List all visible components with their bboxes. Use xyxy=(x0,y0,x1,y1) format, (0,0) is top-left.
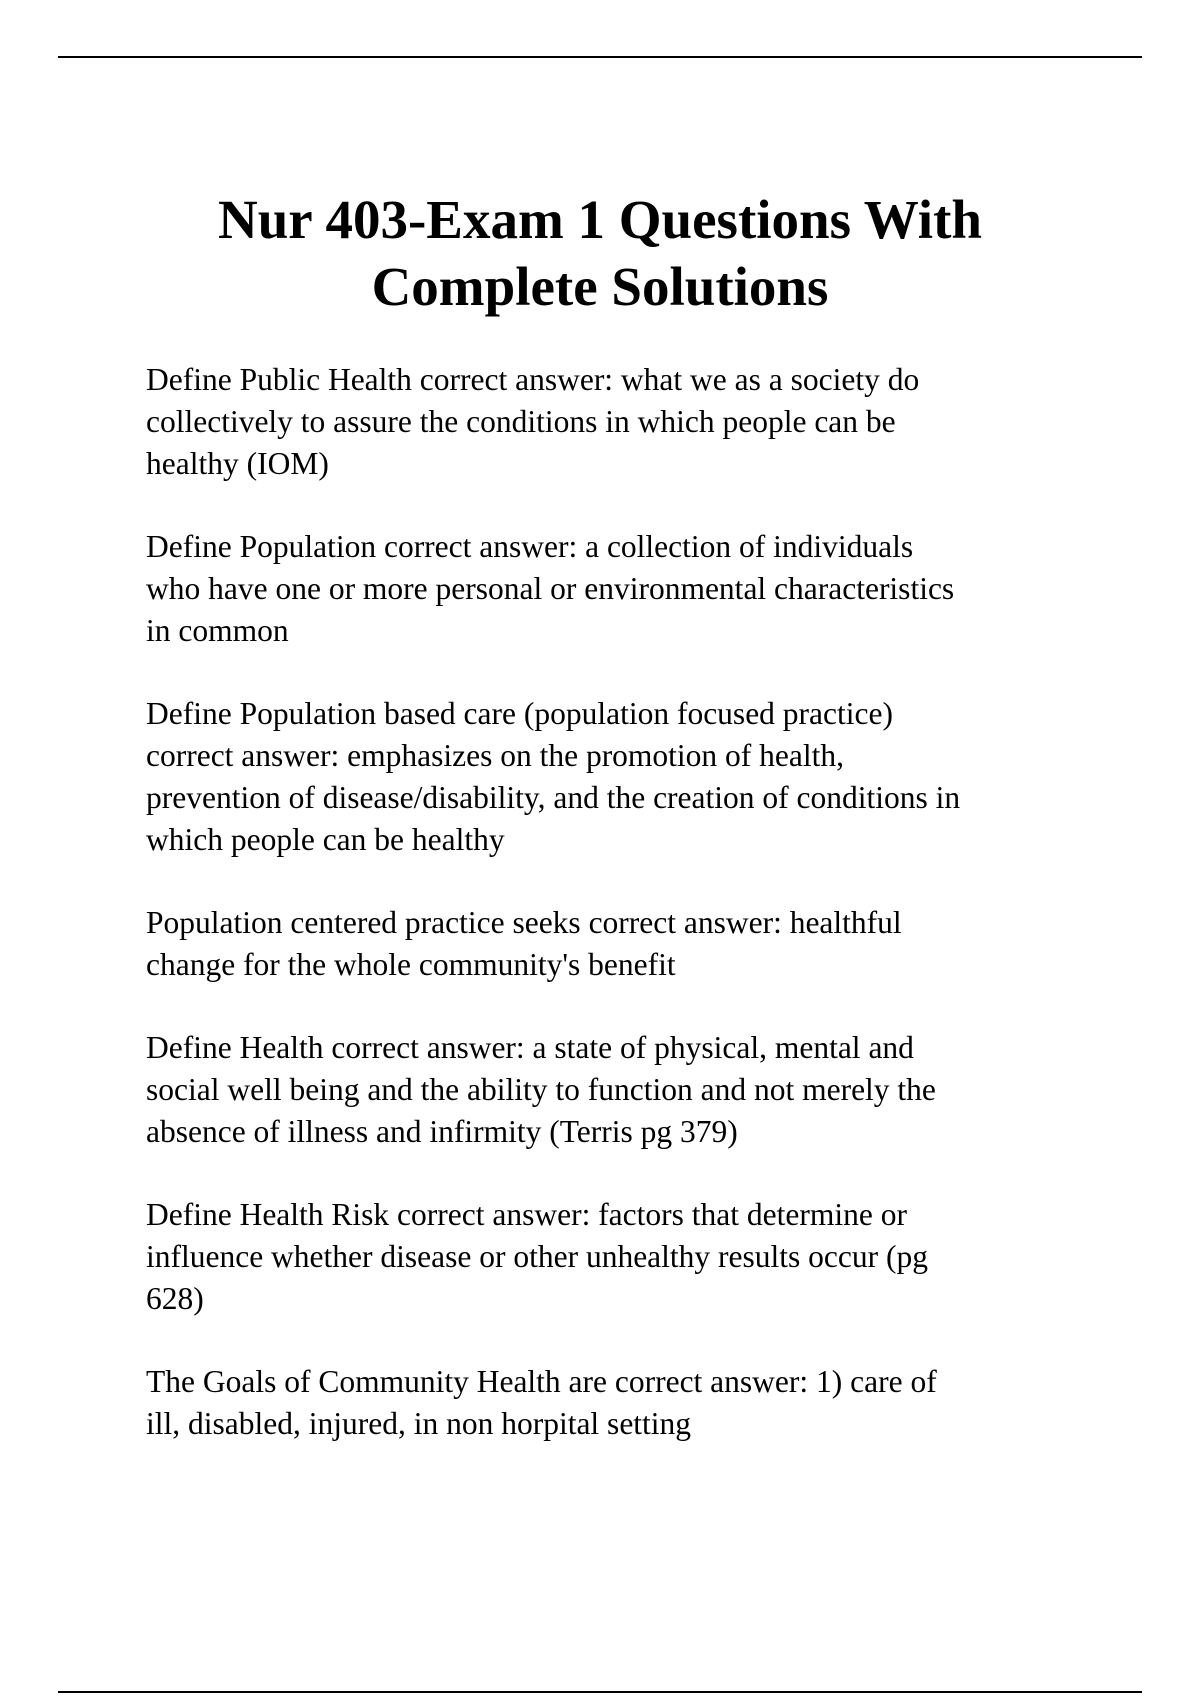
qa-entry: Define Population correct answer: a collection of individuals who have one or more personal or environmental characteristics in common xyxy=(146,529,955,648)
page-title: Nur 403-Exam 1 Questions With Complete Solutions xyxy=(217,189,982,317)
top-rule xyxy=(58,56,1142,58)
qa-entry: The Goals of Community Health are correct answer: 1) care of ill, disabled, injured, in non horpital setting xyxy=(146,1364,937,1441)
qa-entry: Define Population based care (population focused practice) correct answer: emphasizes on the promotion of health, prevention of disease/disability, and the creation of conditions in which people can be healthy xyxy=(146,696,961,857)
qa-entry: Population centered practice seeks correct answer: healthful change for the whole community's benefit xyxy=(146,905,902,982)
qa-list xyxy=(146,359,1096,1486)
bottom-rule xyxy=(58,1691,1142,1693)
qa-entry: Define Health Risk correct answer: factors that determine or influence whether disease or other unhealthy results occur (pg 628) xyxy=(146,1197,928,1316)
qa-entry: Define Health correct answer: a state of physical, mental and social well being and the ability to function and not merely the absence of illness and infirmity (Terris pg 379) xyxy=(146,1030,936,1149)
qa-entry: Define Public Health correct answer: what we as a society do collectively to assure the conditions in which people can be healthy (IOM) xyxy=(146,362,920,481)
